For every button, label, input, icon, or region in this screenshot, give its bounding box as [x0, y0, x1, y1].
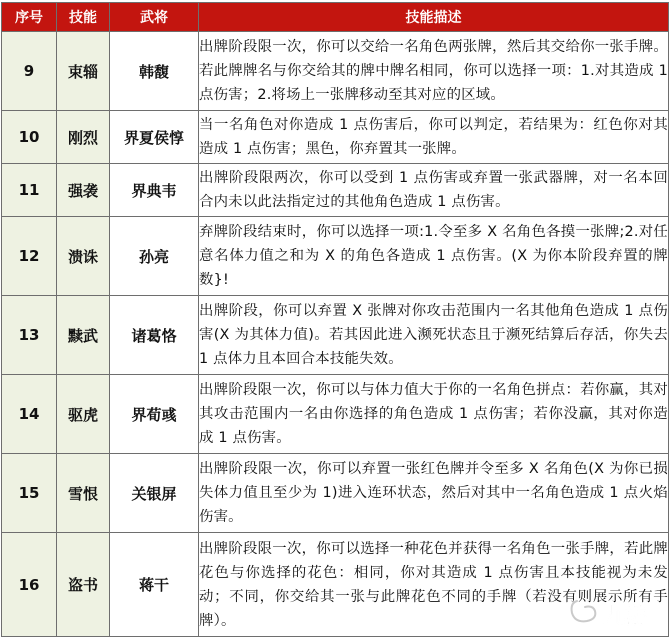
row-num: 12 [2, 217, 57, 296]
row-general: 蒋干 [110, 533, 199, 637]
row-general: 诸葛恪 [110, 296, 199, 375]
row-general: 韩馥 [110, 32, 199, 111]
header-skill: 技能 [57, 3, 110, 32]
row-skill: 驱虎 [57, 375, 110, 454]
watermark-text: 九游 [603, 604, 648, 629]
row-num: 13 [2, 296, 57, 375]
row-num: 9 [2, 32, 57, 111]
table-row [2, 32, 669, 111]
row-desc: 出牌阶段限两次，你可以受到 1 点伤害或弃置一张武器牌，对一名本回合内未以此法指定过的其他角色造成 1 点伤害。 [199, 164, 669, 217]
row-desc: 出牌阶段限一次，你可以与体力值大于你的一名角色拼点：若你赢，其对其攻击范围内一名由你选择的角色造成 1 点伤害；若你没赢，其对你造成 1 点伤害。 [199, 375, 669, 454]
row-skill: 强袭 [57, 164, 110, 217]
row-num: 16 [2, 533, 57, 637]
table-row [2, 296, 669, 375]
row-num: 11 [2, 164, 57, 217]
table-header-row [2, 3, 669, 32]
jiuyou-watermark-logo [567, 593, 663, 633]
row-desc: 出牌阶段限一次，你可以交给一名角色两张牌，然后其交给你一张手牌。若此牌牌名与你交给其的牌中牌名相同，你可以选择一项：1.对其造成 1 点伤害；2.将场上一张牌移动至其对应的区域。 [199, 32, 669, 111]
row-desc: 出牌阶段，你可以弃置 X 张牌对你攻击范围内一名其他角色造成 1 点伤害(X 为其体力值)。若其因此进入濒死状态且于濒死结算后存活，你失去 1 点体力且本回合本技能失效。 [199, 296, 669, 375]
row-skill: 束辎 [57, 32, 110, 111]
table-row [2, 375, 669, 454]
row-general: 孙亮 [110, 217, 199, 296]
row-skill: 雪恨 [57, 454, 110, 533]
row-desc: 出牌阶段限一次，你可以选择一种花色并获得一名角色一张手牌，若此牌花色与你选择的花色：相同，你对其造成 1 点伤害且本技能视为未发动；不同，你交给其一张与此牌花色不同的手牌（若没有则展示所有手牌）。 [199, 533, 669, 637]
row-num: 10 [2, 111, 57, 164]
row-skill: 溃诛 [57, 217, 110, 296]
header-desc: 技能描述 [199, 3, 669, 32]
row-general: 关银屏 [110, 454, 199, 533]
row-num: 15 [2, 454, 57, 533]
jiuyou-logo-icon [567, 593, 663, 633]
row-num: 14 [2, 375, 57, 454]
row-skill: 黩武 [57, 296, 110, 375]
row-general: 界荀彧 [110, 375, 199, 454]
row-skill: 盗书 [57, 533, 110, 637]
row-desc: 弃牌阶段结束时，你可以选择一项:1.令至多 X 名角色各摸一张牌;2.对任意名体力值之和为 X 的角色各造成 1 点伤害。(X 为你本阶段弃置的牌数}! [199, 217, 669, 296]
table-row [2, 164, 669, 217]
row-skill: 刚烈 [57, 111, 110, 164]
row-desc: 出牌阶段限一次，你可以弃置一张红色牌并令至多 X 名角色(X 为你已损失体力值且至少为 1)进入连环状态，然后对其中一名角色造成 1 点火焰伤害。 [199, 454, 669, 533]
row-general: 界典韦 [110, 164, 199, 217]
skills-table [1, 2, 669, 637]
table-row [2, 454, 669, 533]
row-desc: 当一名角色对你造成 1 点伤害后，你可以判定，若结果为：红色你对其造成 1 点伤害；黑色，你弃置其一张牌。 [199, 111, 669, 164]
table-row [2, 217, 669, 296]
header-num: 序号 [2, 3, 57, 32]
row-general: 界夏侯惇 [110, 111, 199, 164]
header-general: 武将 [110, 3, 199, 32]
table-row [2, 111, 669, 164]
